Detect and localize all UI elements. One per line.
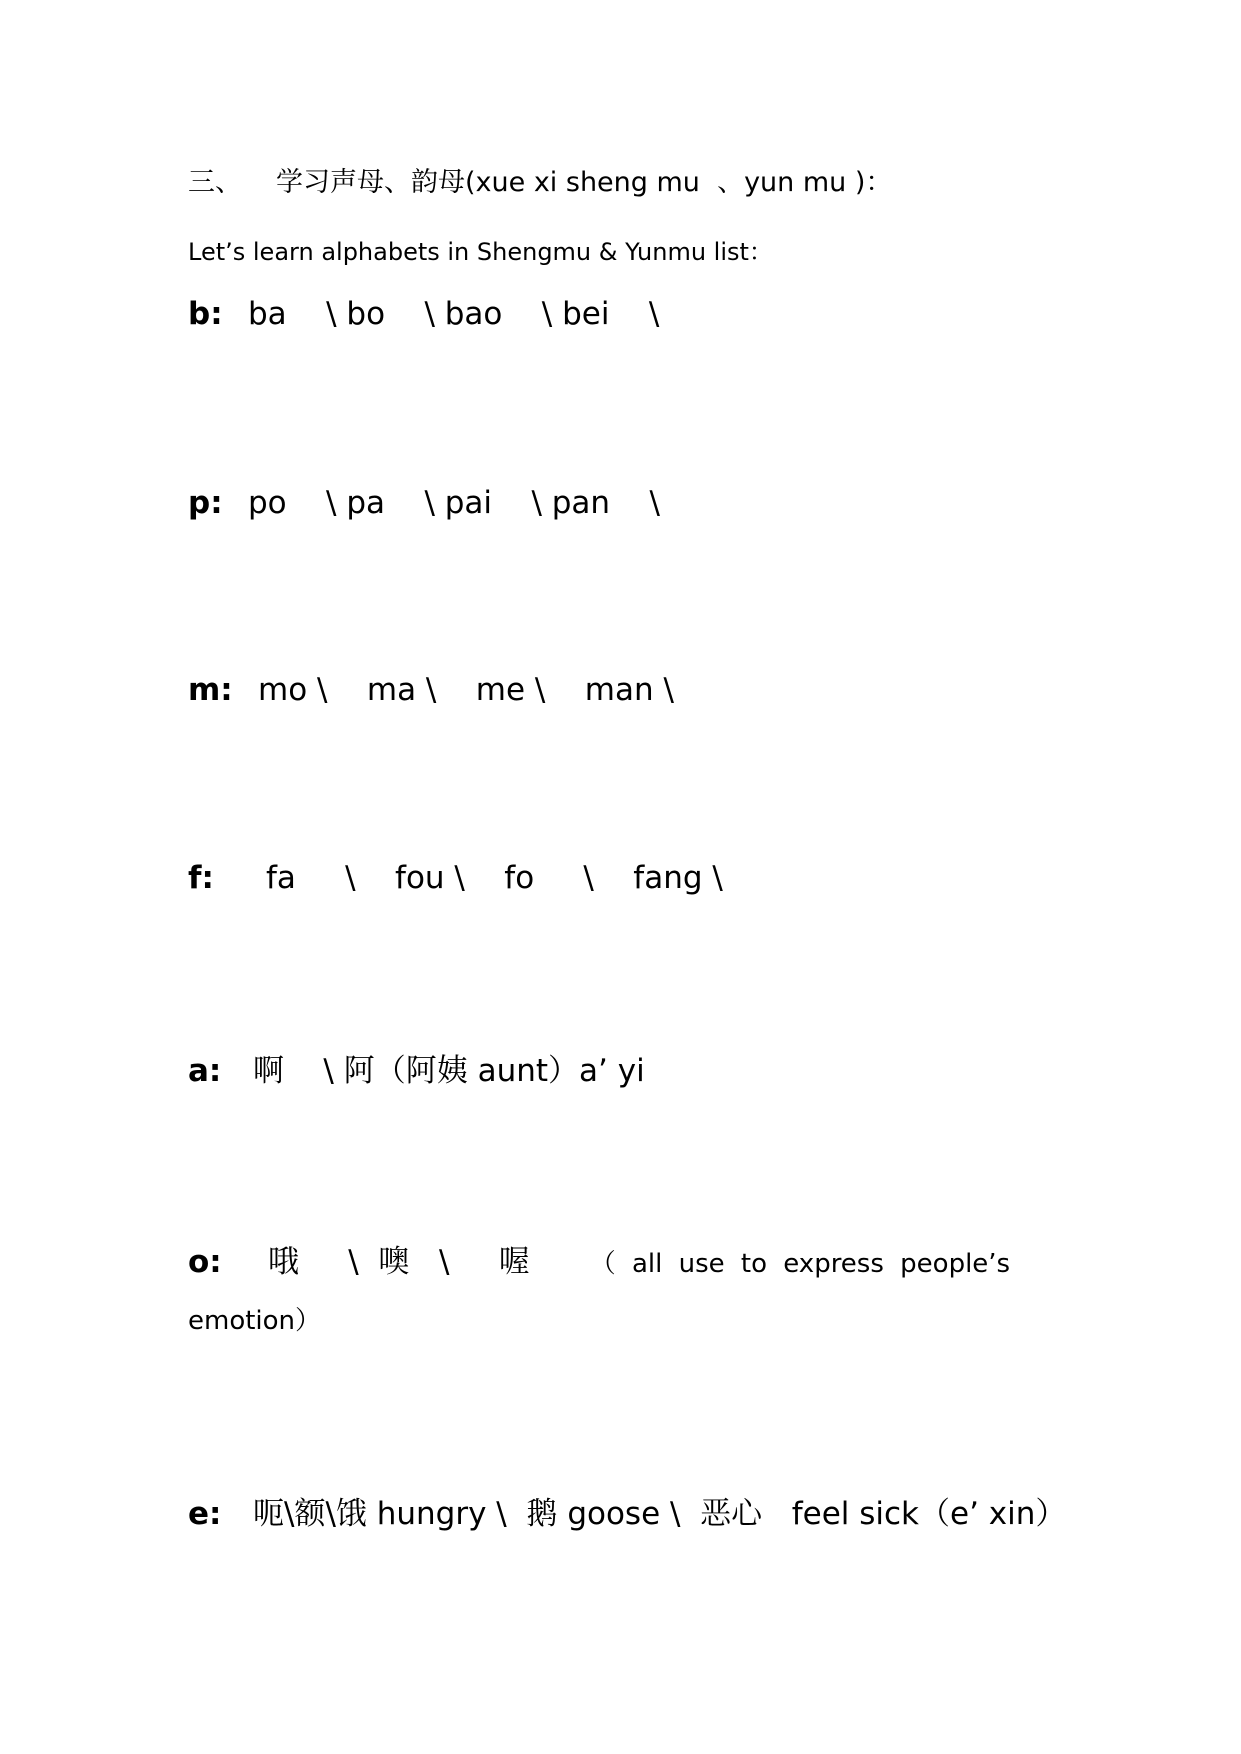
row-label: m: [188, 672, 233, 708]
row-p [188, 485, 660, 521]
row-label: e: [188, 1496, 222, 1532]
row-text: 哦 \ 噢 \ 喔 [268, 1244, 530, 1280]
row-label: a: [188, 1053, 222, 1089]
row-text: 啊 \ 阿（阿姨 aunt）a’ yi [253, 1053, 645, 1089]
row-label: f: [188, 860, 214, 896]
row-f [188, 860, 723, 896]
row-o-note-continued: emotion） [188, 1306, 322, 1336]
row-o [188, 1236, 1010, 1281]
section-heading [188, 160, 892, 199]
row-label: o: [188, 1244, 222, 1280]
row-e [188, 1488, 1066, 1533]
row-text: po \ pa \ pai \ pan \ [248, 485, 660, 521]
row-text: mo \ ma \ me \ man \ [258, 672, 674, 708]
section-subtitle: Let’s learn alphabets in Shengmu & Yunmu list： [188, 238, 773, 266]
section-heading-text: 学习声母、韵母(xue xi sheng mu 、yun mu )： [276, 167, 893, 198]
row-a [188, 1045, 645, 1090]
row-text: fa \ fou \ fo \ fang \ [266, 860, 723, 896]
row-note: （ all use to express people’s [589, 1249, 1011, 1279]
section-number: 三、 [188, 167, 242, 198]
row-label: p: [188, 485, 223, 521]
row-text: 呃\额\饿 hungry \ 鹅 goose \ 恶心 feel sick（e’ xin） [253, 1496, 1067, 1532]
row-b [188, 296, 659, 332]
row-m [188, 672, 674, 708]
row-text: ba \ bo \ bao \ bei \ [248, 296, 660, 332]
row-label: b: [188, 296, 223, 332]
